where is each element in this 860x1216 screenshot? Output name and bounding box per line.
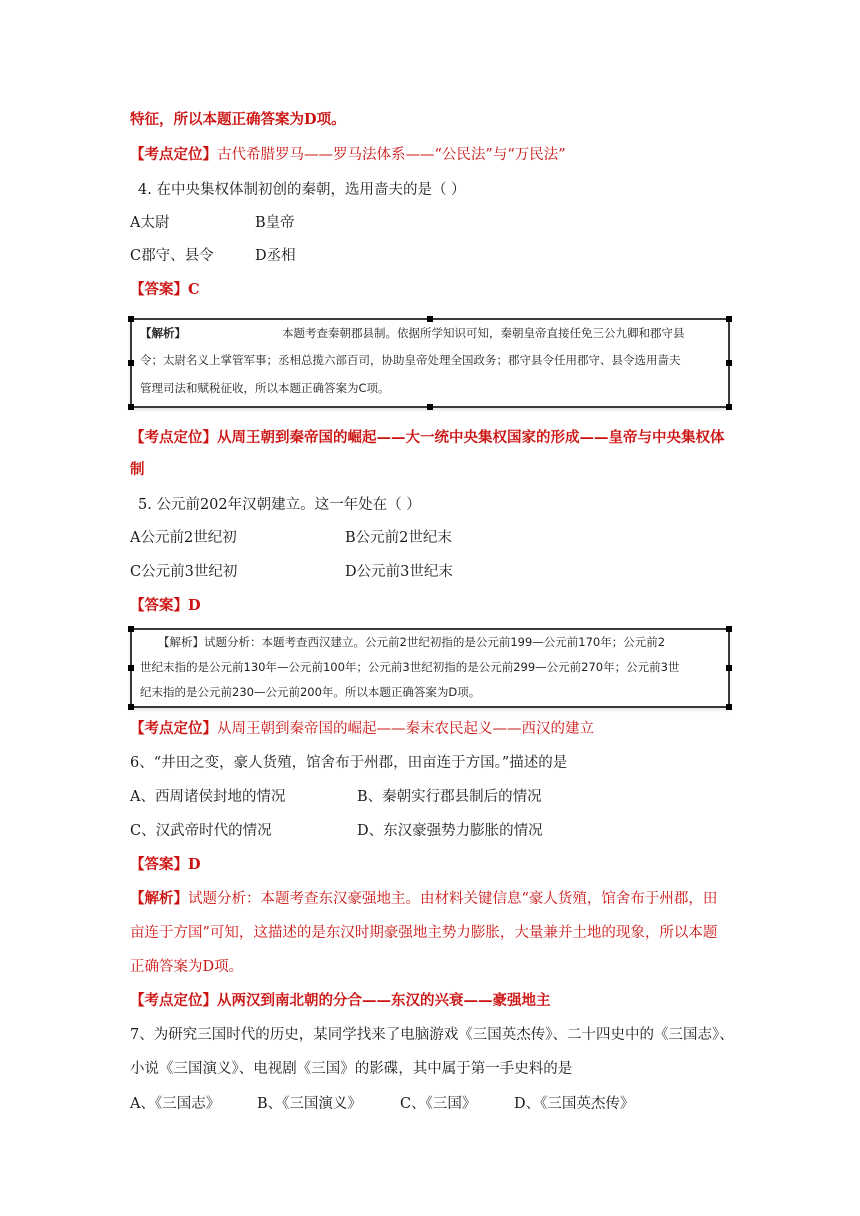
q5-option-d: D公元前3世纪末 bbox=[345, 564, 453, 580]
analysis-label: 【解析】 bbox=[130, 890, 188, 907]
q4-option-d: D丞相 bbox=[255, 248, 296, 264]
resize-handle bbox=[726, 704, 732, 710]
q6-option-d: D、东汉豪强势力膨胀的情况 bbox=[357, 823, 543, 839]
resize-handle bbox=[128, 704, 134, 710]
q5-analysis-line1: 【解析】试题分析：本题考查西汉建立。公元前2世纪初指的是公元前199—公元前170年；公元前2 bbox=[158, 635, 666, 649]
q4-kaodian-line2: 制 bbox=[130, 461, 145, 478]
resize-handle bbox=[726, 404, 732, 410]
q4-analysis-label: 【解析】 bbox=[140, 326, 186, 340]
q4-stem: 4. 在中央集权体制初创的秦朝，选用啬夫的是（ ） bbox=[138, 182, 466, 198]
q7-option-c: C、《三国》 bbox=[400, 1096, 477, 1112]
q7-stem-line1: 7、为研究三国时代的历史，某同学找来了电脑游戏《三国英杰传》、二十四史中的《三国志》、 bbox=[130, 1027, 734, 1043]
q5-option-b: B公元前2世纪末 bbox=[345, 530, 452, 546]
resize-handle bbox=[128, 316, 134, 322]
resize-handle bbox=[128, 626, 134, 632]
q7-option-a: A、《三国志》 bbox=[130, 1096, 221, 1112]
resize-handle bbox=[726, 360, 732, 366]
q5-analysis-line3: 纪末指的是公元前230—公元前200年。所以本题正确答案为D项。 bbox=[140, 685, 481, 699]
q7-stem-line2: 小说《三国演义》、电视剧《三国》的影碟，其中属于第一手史料的是 bbox=[130, 1061, 573, 1077]
prev-analysis-end: 特征，所以本题正确答案为D项。 bbox=[130, 111, 346, 128]
q5-option-a: A公元前2世纪初 bbox=[130, 530, 237, 546]
q4-option-b: B皇帝 bbox=[255, 215, 295, 231]
q6-option-c: C、汉武帝时代的情况 bbox=[130, 823, 272, 839]
q4-analysis-image bbox=[130, 318, 730, 408]
q4-analysis-line2: 令；太尉名义上掌管军事；丞相总揽六部百司，协助皇帝处理全国政务；郡守县令任用郡守、县令选用啬夫 bbox=[140, 353, 681, 367]
prev-kaodian-line bbox=[130, 145, 566, 165]
kaodian-label: 【考点定位】 bbox=[130, 146, 217, 163]
kaodian-text: 从周王朝到秦帝国的崛起——秦末农民起义——西汉的建立 bbox=[217, 721, 594, 737]
kaodian-label: 【考点定位】 bbox=[130, 992, 217, 1009]
q4-analysis-line1: 本题考查秦朝郡县制。依据所学知识可知，秦朝皇帝直接任免三公九卿和郡守县 bbox=[282, 326, 685, 340]
resize-handle bbox=[726, 316, 732, 322]
q4-kaodian-line1 bbox=[130, 428, 725, 448]
resize-handle bbox=[128, 360, 134, 366]
q6-analysis-line1 bbox=[130, 889, 717, 909]
resize-handle bbox=[427, 316, 433, 322]
q5-analysis-line2: 世纪末指的是公元前130年—公元前100年；公元前3世纪初指的是公元前299—公元前270年；公元前3世 bbox=[140, 660, 680, 674]
q5-option-c: C公元前3世纪初 bbox=[130, 564, 238, 580]
q4-option-c: C郡守、县令 bbox=[130, 248, 214, 264]
q5-analysis-image bbox=[130, 628, 730, 708]
resize-handle bbox=[726, 626, 732, 632]
q6-analysis-line3: 正确答案为D项。 bbox=[130, 959, 244, 975]
resize-handle bbox=[128, 665, 134, 671]
kaodian-label: 【考点定位】 bbox=[130, 429, 217, 446]
q7-option-d: D、《三国英杰传》 bbox=[514, 1096, 635, 1112]
analysis-text: 试题分析：本题考查东汉豪强地主。由材料关键信息“豪人货殖，馆舍布于州郡，田 bbox=[188, 891, 718, 907]
q4-analysis-line3: 管理司法和赋税征收，所以本题正确答案为C项。 bbox=[140, 381, 390, 395]
resize-handle bbox=[427, 404, 433, 410]
resize-handle bbox=[128, 404, 134, 410]
q5-answer: 【答案】D bbox=[130, 597, 201, 614]
q6-option-b: B、秦朝实行郡县制后的情况 bbox=[357, 789, 542, 805]
q6-kaodian-line bbox=[130, 991, 551, 1011]
q5-stem: 5. 公元前202年汉朝建立。这一年处在（ ） bbox=[138, 497, 421, 513]
q6-option-a: A、西周诸侯封地的情况 bbox=[130, 789, 286, 805]
q5-kaodian-line bbox=[130, 719, 594, 739]
q6-stem: 6、“井田之变，豪人货殖，馆舍布于州郡，田亩连于方国。”描述的是 bbox=[130, 755, 568, 771]
q6-analysis-line2: 亩连于方国”可知，这描述的是东汉时期豪强地主势力膨胀，大量兼并土地的现象，所以本题 bbox=[130, 925, 718, 941]
resize-handle bbox=[726, 665, 732, 671]
kaodian-text: 从周王朝到秦帝国的崛起——大一统中央集权国家的形成——皇帝与中央集权体 bbox=[217, 429, 725, 446]
q7-option-b: B、《三国演义》 bbox=[257, 1096, 362, 1112]
q6-answer: 【答案】D bbox=[130, 856, 201, 873]
kaodian-text: 从两汉到南北朝的分合——东汉的兴衰——豪强地主 bbox=[217, 992, 551, 1009]
q4-option-a: A太尉 bbox=[130, 215, 170, 231]
kaodian-text: 古代希腊罗马——罗马法体系——“公民法”与“万民法” bbox=[217, 147, 566, 163]
kaodian-label: 【考点定位】 bbox=[130, 720, 217, 737]
q4-answer: 【答案】C bbox=[130, 281, 200, 298]
